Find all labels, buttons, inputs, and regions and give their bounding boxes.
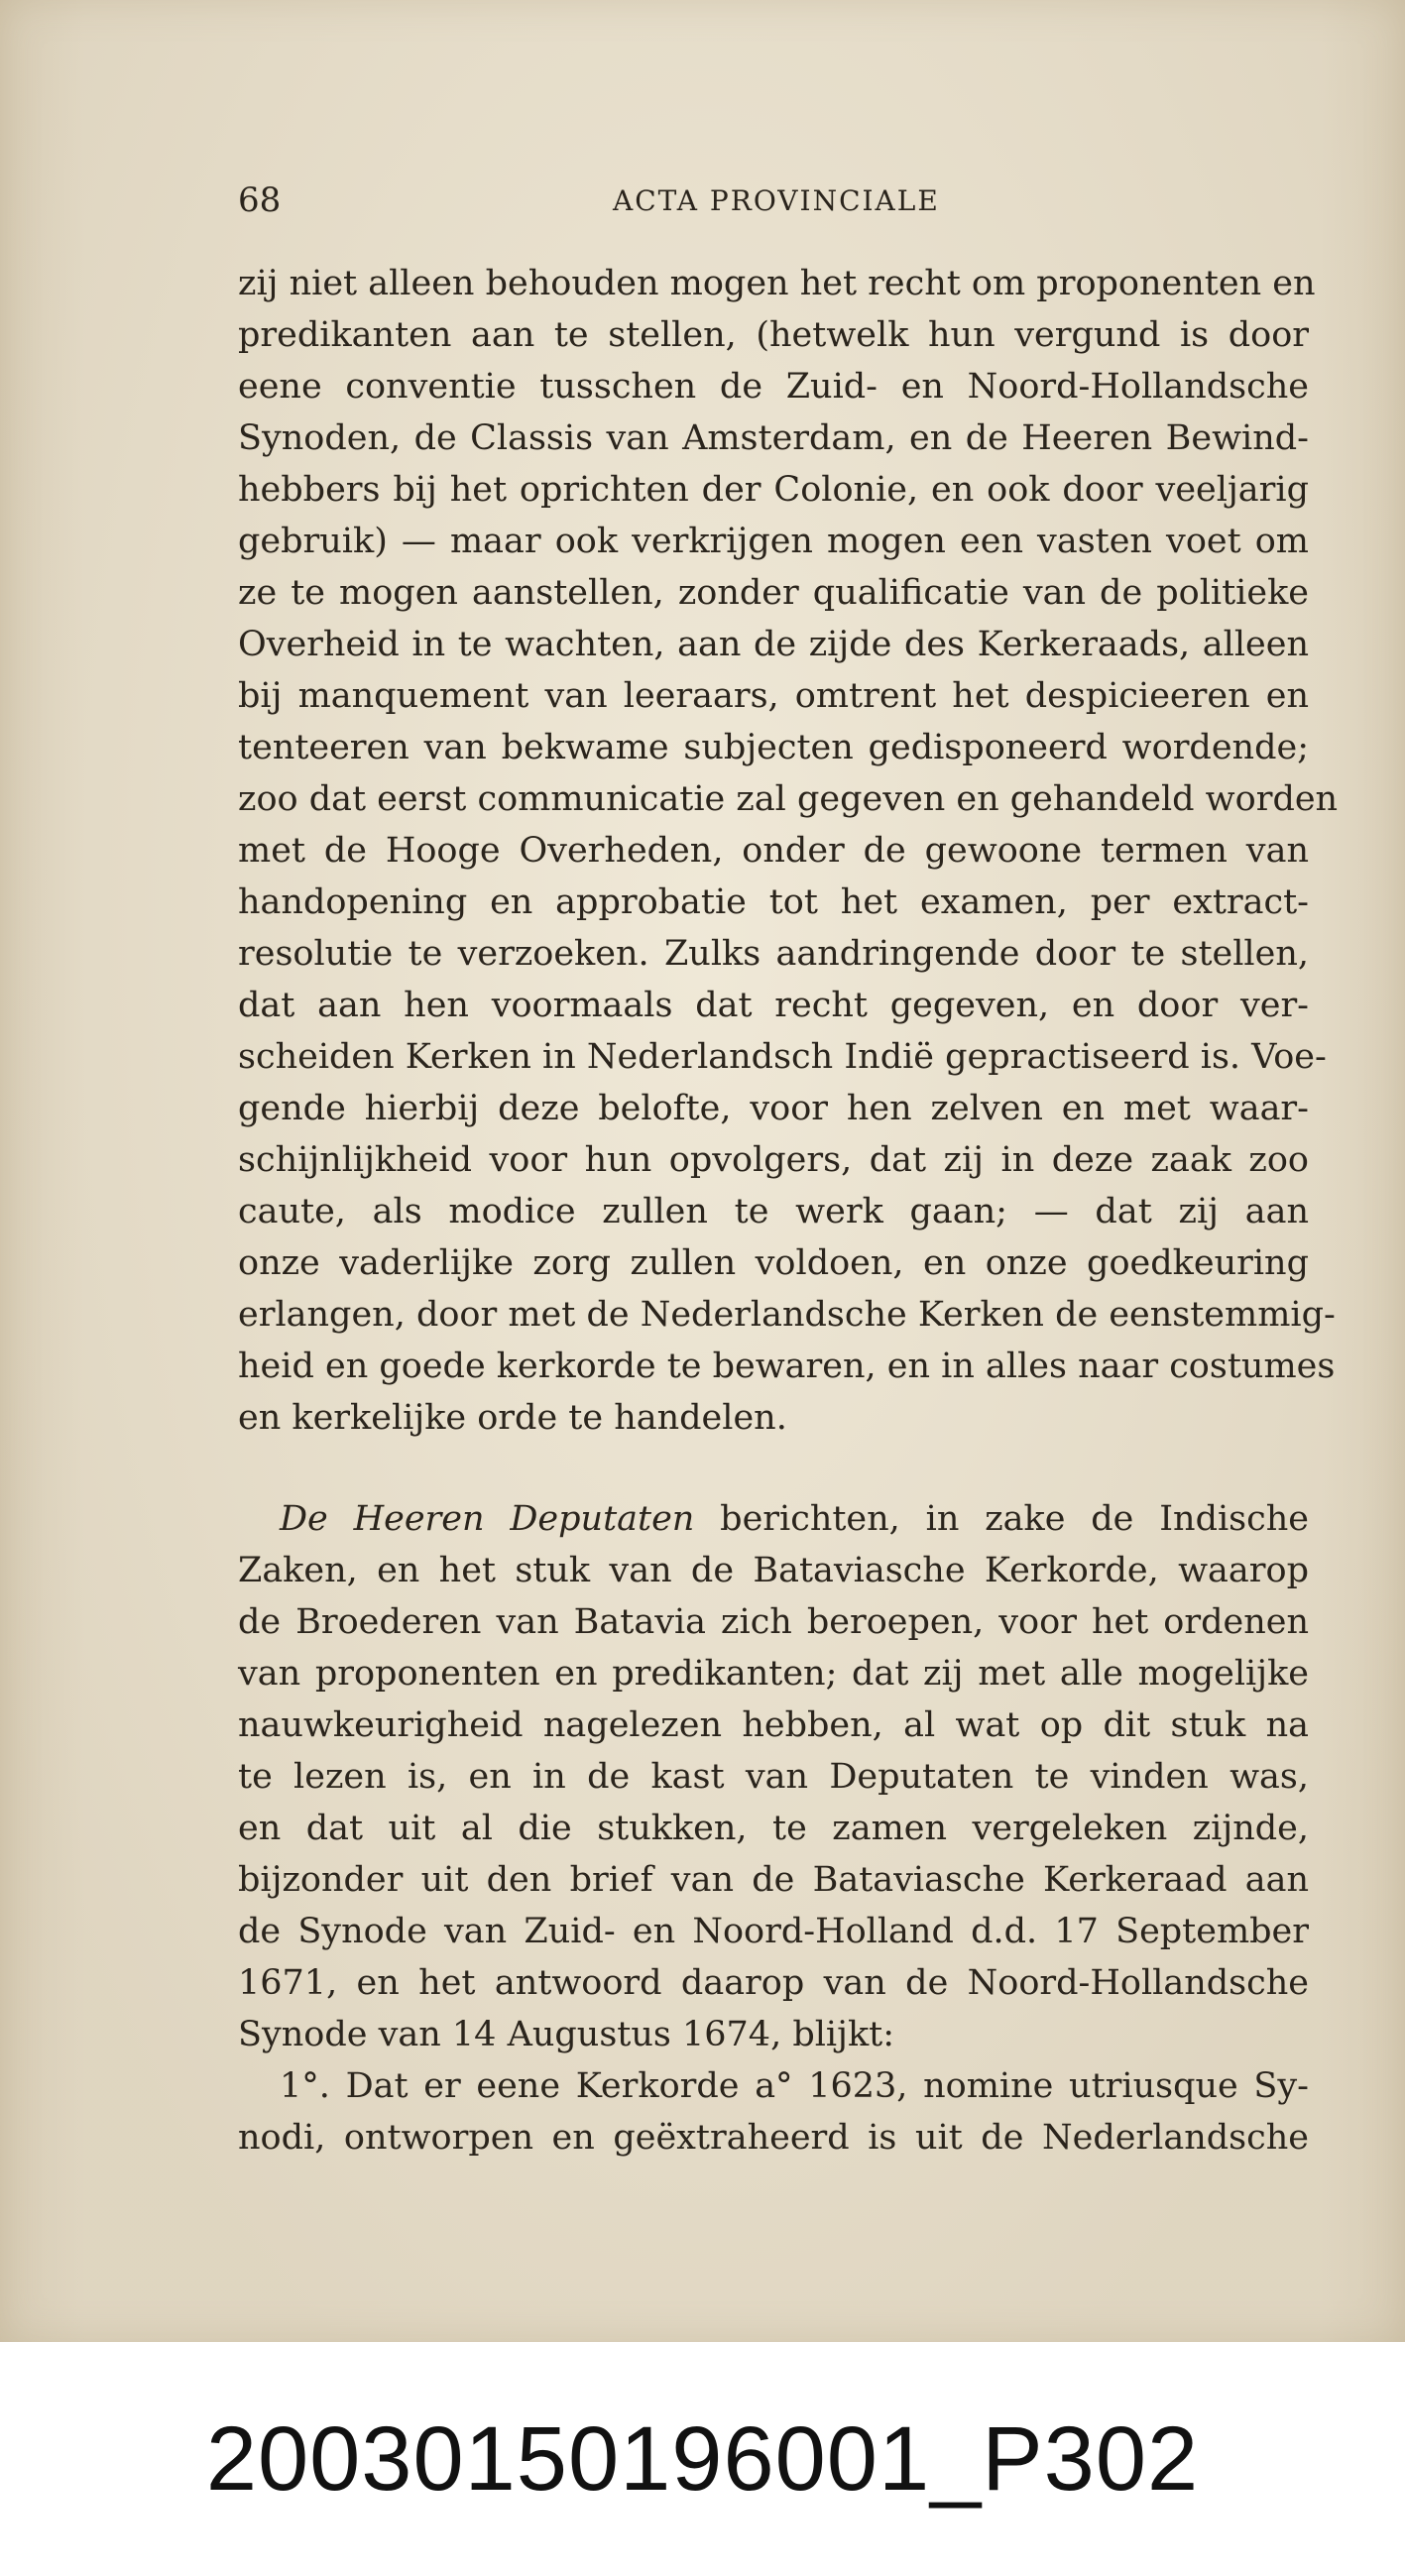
running-head xyxy=(238,176,1358,226)
text-line: de Synode van Zuid- en Noord-Holland d.d. 17 September xyxy=(238,1912,1309,1951)
running-title: ACTA PROVINCIALE xyxy=(613,184,940,217)
text-line: tenteeren van bekwame subjecten gedisponeerd wordende; xyxy=(238,728,1309,767)
scan-id-label: 20030150196001_P302 xyxy=(205,2408,1200,2510)
text-line: gende hierbij deze belofte, voor hen zelven en met waar- xyxy=(238,1089,1309,1128)
text-line: met de Hooge Overheden, onder de gewoone termen van xyxy=(238,831,1309,871)
text-line: zij niet alleen behouden mogen het recht om proponenten en xyxy=(238,264,1316,303)
page-number: 68 xyxy=(238,180,282,220)
text-line: resolutie te verzoeken. Zulks aandringende door te stellen, xyxy=(238,934,1309,974)
paragraph-1 xyxy=(238,258,1339,1444)
text-line: onze vaderlijke zorg zullen voldoen, en onze goedkeuring xyxy=(238,1243,1309,1283)
text-line: predikanten aan te stellen, (hetwelk hun vergund is door xyxy=(238,315,1309,355)
text-line: Synode van 14 Augustus 1674, blijkt: xyxy=(238,2015,895,2054)
text-line: Overheid in te wachten, aan de zijde des Kerkeraads, alleen xyxy=(238,625,1309,664)
text-line: zoo dat eerst communicatie zal gegeven en gehandeld worden xyxy=(238,779,1339,819)
text-line: en dat uit al die stukken, te zamen vergeleken zijnde, xyxy=(238,1809,1309,1848)
text-line: nauwkeurigheid nagelezen hebben, al wat op dit stuk na xyxy=(238,1705,1309,1745)
text-line: van proponenten en predikanten; dat zij met alle mogelijke xyxy=(238,1654,1309,1694)
paragraph-gap xyxy=(238,1444,1309,1493)
text-line: scheiden Kerken in Nederlandsch Indië gepractiseerd is. Voe- xyxy=(238,1037,1327,1077)
text-line: bij manquement van leeraars, omtrent het despicieeren en xyxy=(238,676,1309,716)
text-line: eene conventie tusschen de Zuid- en Noord-Hollandsche xyxy=(238,367,1309,407)
text-line: bijzonder uit den brief van de Bataviasche Kerkeraad aan xyxy=(238,1860,1309,1900)
text-line: gebruik) — maar ook verkrijgen mogen een vasten voet om xyxy=(238,522,1309,561)
text-line: te lezen is, en in de kast van Deputaten te vinden was, xyxy=(238,1757,1309,1797)
paragraph-3 xyxy=(238,2060,1309,2164)
text-line: nodi, ontworpen en geëxtraheerd is uit de Nederlandsche xyxy=(238,2118,1309,2158)
text-line: Zaken, en het stuk van de Bataviasche Kerkorde, waarop xyxy=(238,1551,1309,1590)
text-line: 1°. Dat er eene Kerkorde a° 1623, nomine utriusque Sy- xyxy=(280,2066,1309,2106)
body-text xyxy=(238,258,1339,2164)
italic-lead: De Heeren Deputaten xyxy=(280,1499,695,1539)
text-line: schijnlijkheid voor hun opvolgers, dat zij in deze zaak zoo xyxy=(238,1140,1309,1180)
text-line: 1671, en het antwoord daarop van de Noord-Hollandsche xyxy=(238,1963,1309,2003)
text-line: handopening en approbatie tot het examen, per extract- xyxy=(238,882,1309,922)
paragraph-2 xyxy=(238,1493,1309,2060)
text-line: erlangen, door met de Nederlandsche Kerken de eenstemmig- xyxy=(238,1295,1336,1335)
text-line xyxy=(238,1493,1309,1545)
text-line: ze te mogen aanstellen, zonder qualificatie van de politieke xyxy=(238,573,1309,613)
first-line-rest: berichten, in zake de Indische xyxy=(694,1499,1309,1539)
text-line: Synoden, de Classis van Amsterdam, en de Heeren Bewind- xyxy=(238,418,1309,458)
text-line: de Broederen van Batavia zich beroepen, voor het ordenen xyxy=(238,1602,1309,1642)
text-line: en kerkelijke orde te handelen. xyxy=(238,1398,787,1438)
text-line: dat aan hen voormaals dat recht gegeven, en door ver- xyxy=(238,986,1309,1025)
text-line: caute, als modice zullen te werk gaan; — dat zij aan xyxy=(238,1192,1309,1231)
text-line: hebbers bij het oprichten der Colonie, en ook door veeljarig xyxy=(238,470,1309,510)
text-line: heid en goede kerkorde te bewaren, en in alles naar costumes xyxy=(238,1347,1336,1386)
